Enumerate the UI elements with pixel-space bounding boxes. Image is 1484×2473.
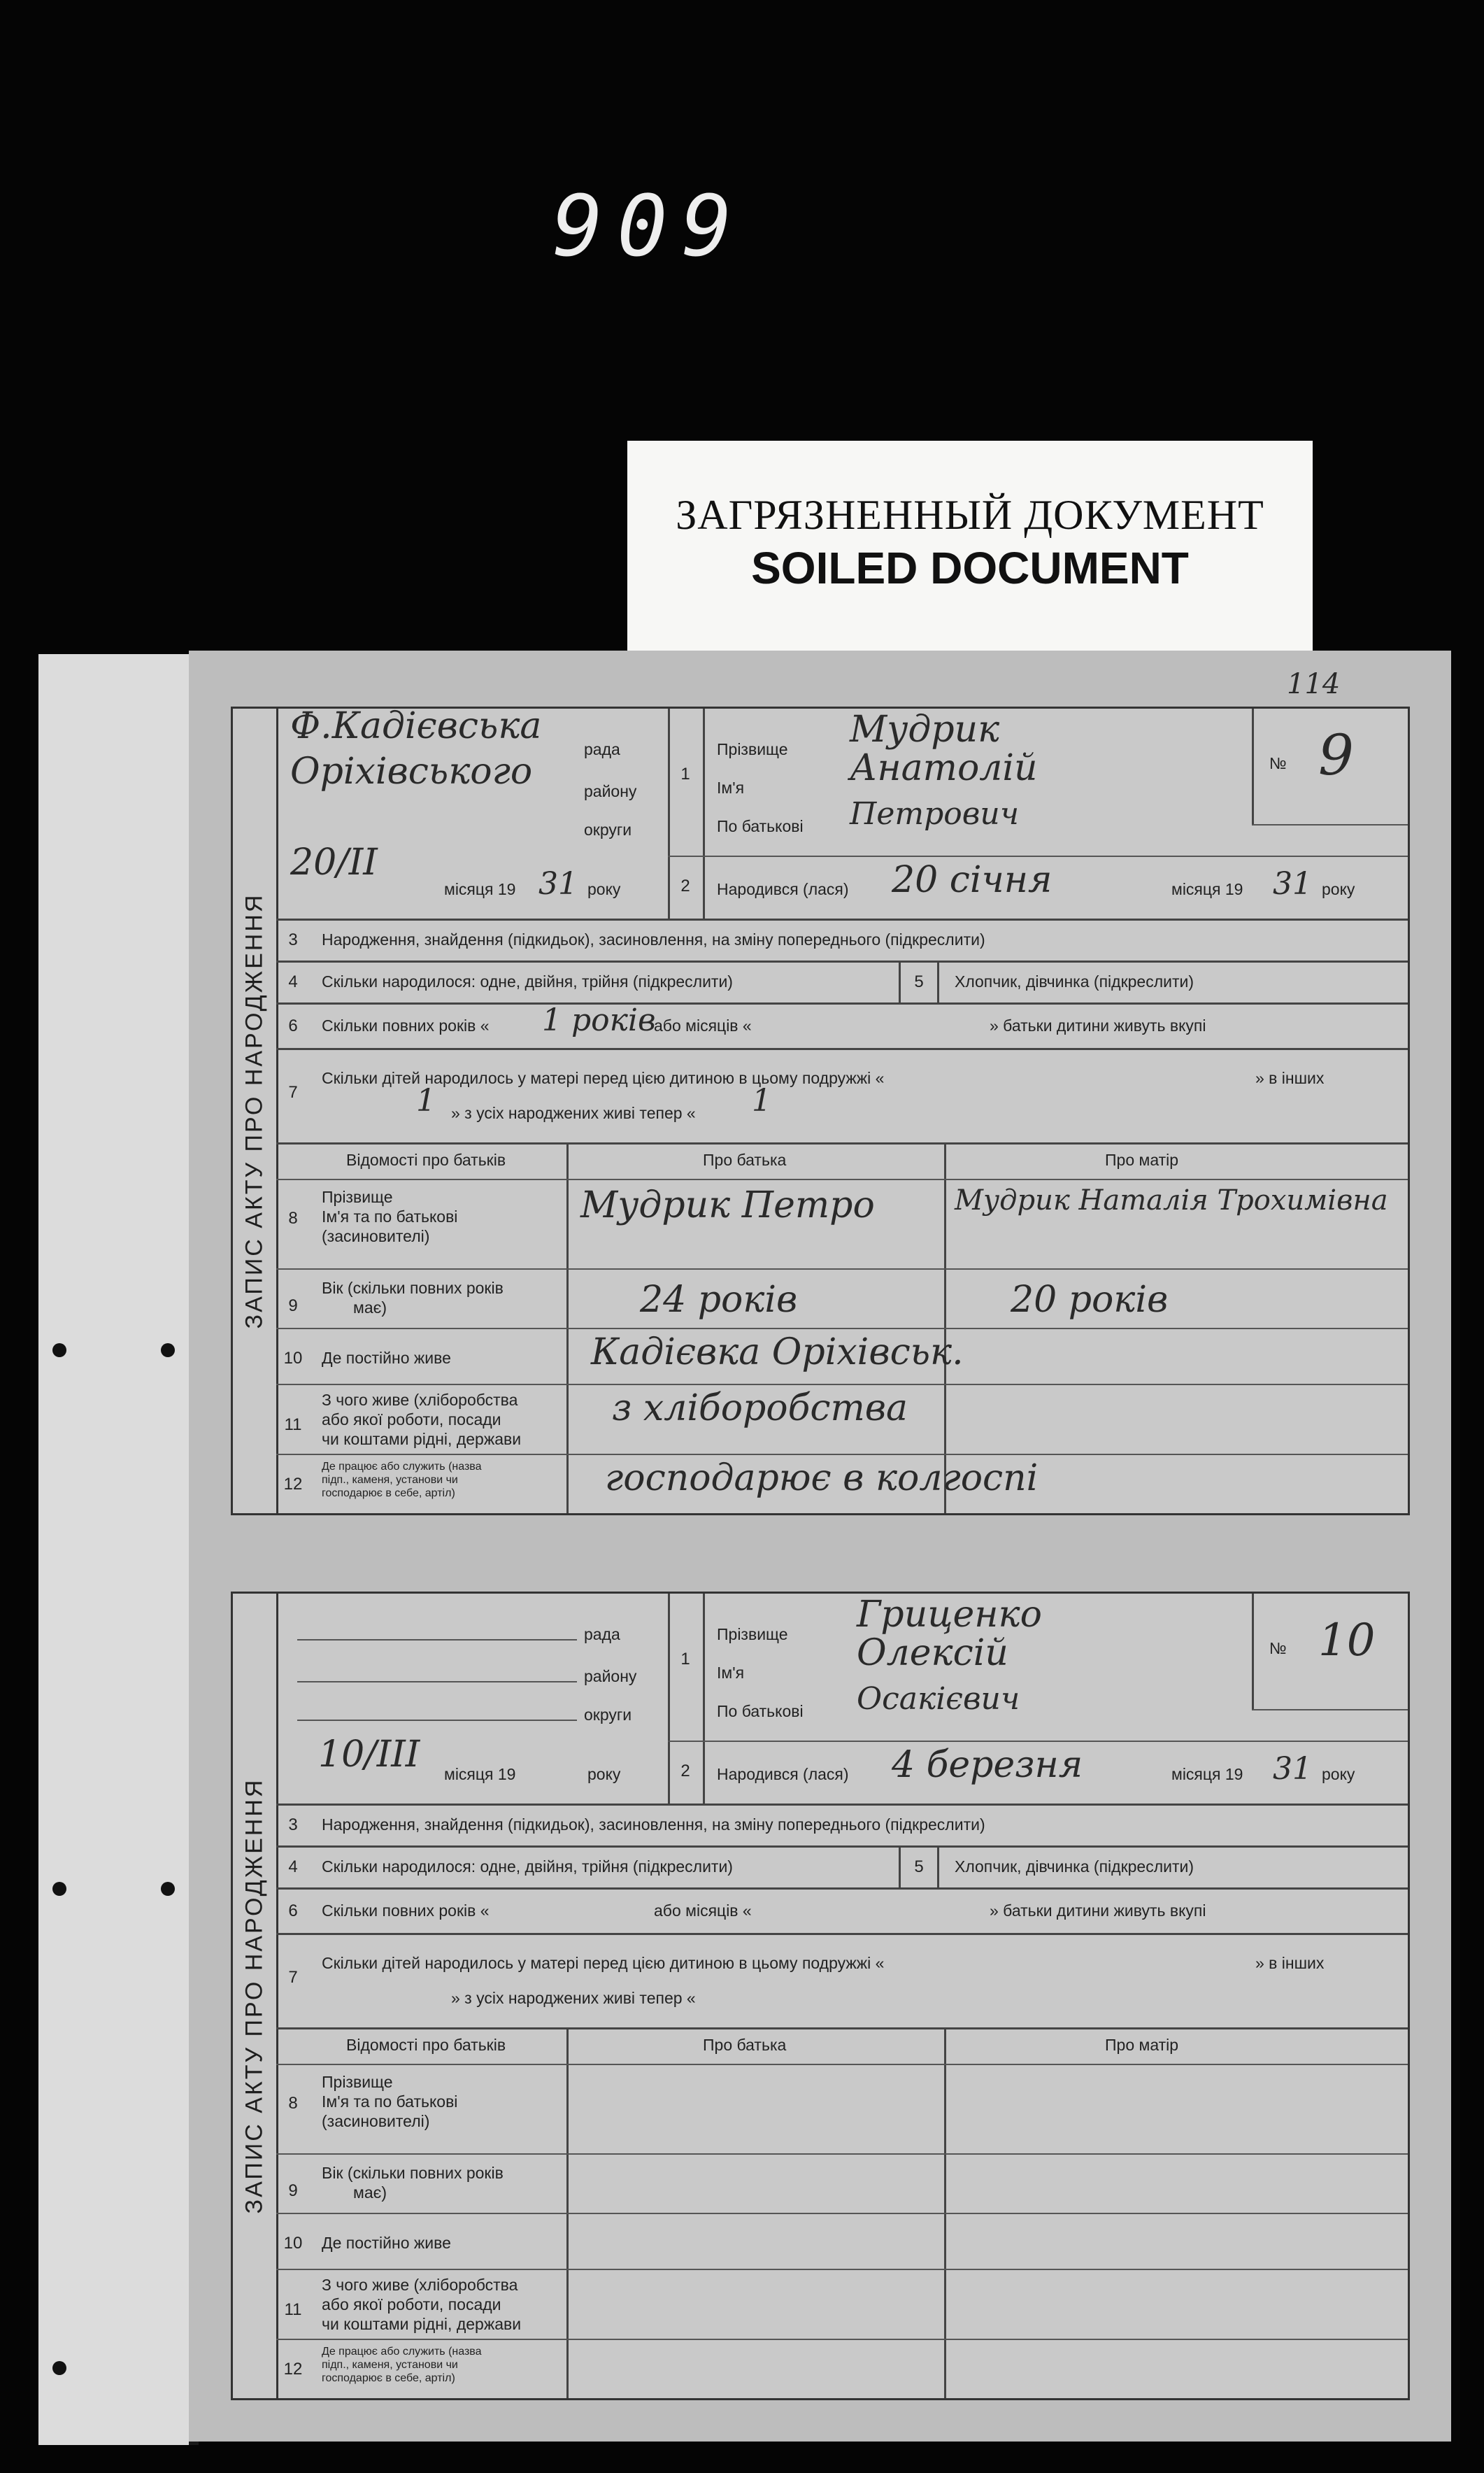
- child-name: Анатолій: [850, 747, 1038, 789]
- binder-hole: [52, 1343, 66, 1357]
- birth-date: 4 березня: [892, 1744, 1083, 1786]
- raion-label: району: [584, 782, 637, 800]
- row-7: 7 Скільки дітей народилось у матері перед цією дитиною в цьому подружжі « » в інших » з усіх народжених живі тепер «: [276, 1933, 1408, 2029]
- row-3: 3 Народження, знайдення (підкидьок), засиновлення, на зміну попереднього (підкреслити): [276, 919, 1408, 963]
- page-marker: 114: [1287, 668, 1341, 700]
- livelihood: з хліборобства: [612, 1387, 908, 1429]
- soiled-label-en: SOILED DOCUMENT: [751, 543, 1189, 593]
- father-age: 24 років: [640, 1279, 798, 1321]
- binder-hole: [161, 1882, 175, 1896]
- years-together: 1 років: [542, 1002, 656, 1038]
- binder-strip: [38, 654, 199, 2445]
- born-year-label: року: [1322, 880, 1355, 898]
- raion-value: Оріхівського: [290, 751, 533, 793]
- row-6: 6 Скільки повних років « або місяців « » батьки дитини живуть вкупі: [276, 1887, 1408, 1935]
- month-label: місяця 19: [444, 880, 516, 898]
- header-block: 1 2 Ф.Кадієвська рада Оріхівського району округи 20/II місяця 19 31 року Прізвище Мудрик Ім'я Анатолій По батькові Петрович № 9 Народився (лася) 20 січня місяця 19 31 року: [276, 709, 1408, 921]
- birth-date: 20 січня: [892, 859, 1053, 901]
- binder-hole: [52, 1882, 66, 1896]
- parents-table: Відомості про батьків Про батька Про матір 8 Прізвище Ім'я та по батькові (засиновителі) Мудрик Петро Мудрик Наталія Трохимівна 9 Вік (скільки повних років має) 24 років 20 років 10 Де постійно живе Кадієвка Оріхівськ. 11 З чого живе (хліборобства або якої роботи, посади чи коштами рідні, держави з хліборобства 12 Де працює або служить (назва підп., каменя, установи чи господарює в себе, артіл) господарює в колгоспі: [276, 1142, 1408, 1513]
- mother-age: 20 років: [1011, 1279, 1169, 1321]
- mother-name: Мудрик Наталія Трохимівна: [955, 1184, 1388, 1217]
- birth-year: 31: [1273, 1751, 1312, 1787]
- birth-year: 31: [1273, 866, 1312, 902]
- soiled-document-label: [627, 441, 1313, 651]
- birth-record-1: [231, 707, 1410, 1515]
- row-7: 7 Скільки дітей народилось у матері перед цією дитиною в цьому подружжі « » в інших 1 » з усіх народжених живі тепер « 1: [276, 1048, 1408, 1145]
- children-before: 1: [416, 1083, 436, 1119]
- row-4-5: 4 Скільки народилося: одне, двійня, трійня (підкреслити) 5 Хлопчик, дівчинка (підкреслити): [276, 1845, 1408, 1890]
- record-number: 10: [1318, 1615, 1376, 1666]
- record-number: 9: [1318, 723, 1354, 788]
- binder-hole: [161, 1343, 175, 1357]
- binder-hole: [52, 2361, 66, 2375]
- child-patronymic: Осакієвич: [857, 1681, 1020, 1717]
- register-page: [189, 651, 1451, 2442]
- surname-label: Прізвище: [717, 740, 788, 758]
- registration-date: 10/III: [318, 1734, 420, 1776]
- children-alive: 1: [752, 1083, 771, 1119]
- parents-table: Відомості про батьків Про батька Про матір 8 Прізвище Ім'я та по батькові (засиновителі) 9 Вік (скільки повних років має) 10 Де постійно живе 11 З чого живе (хліборобства або якої роботи, посади чи коштами рідні, держави 12 Де працює або служить (назва підп., каменя, установи чи господарює в себе, артіл): [276, 2027, 1408, 2398]
- row-6: 6 Скільки повних років « 1 років або місяців « » батьки дитини живуть вкупі: [276, 1002, 1408, 1050]
- child-surname: Мудрик: [850, 709, 1000, 751]
- row-3: 3 Народження, знайдення (підкидьок), засиновлення, на зміну попереднього (підкреслити): [276, 1804, 1408, 1848]
- record-side-title: ЗАПИС АКТУ ПРО НАРОДЖЕННЯ: [233, 709, 278, 1513]
- registration-date: 20/II: [290, 842, 378, 884]
- rada-label: рада: [584, 740, 620, 758]
- residence: Кадієвка Оріхівськ.: [591, 1331, 964, 1373]
- child-surname: Гриценко: [857, 1594, 1042, 1636]
- child-name: Олексій: [857, 1632, 1008, 1674]
- born-month-label: місяця 19: [1171, 880, 1243, 898]
- soiled-label-ru: ЗАГРЯЗНЕННЫЙ ДОКУМЕНТ: [676, 492, 1264, 538]
- rada-value: Ф.Кадієвська: [290, 705, 542, 747]
- father-name: Мудрик Петро: [580, 1184, 875, 1226]
- name-label: Ім'я: [717, 779, 745, 797]
- year-label: року: [587, 880, 621, 898]
- frame-number: 909: [552, 178, 746, 276]
- birth-record-2: [231, 1592, 1410, 2400]
- header-block: 1 2 рада району округи 10/III місяця 19 року Прізвище Гриценко Ім'я Олексій По батькові Осакієвич № 10 Народився (лася) 4 березня місяця 19 31 року: [276, 1594, 1408, 1806]
- record-side-title: ЗАПИС АКТУ ПРО НАРОДЖЕННЯ: [233, 1594, 278, 2398]
- number-label: №: [1269, 754, 1287, 772]
- row-4-5: 4 Скільки народилося: одне, двійня, трійня (підкреслити) 5 Хлопчик, дівчинка (підкреслити): [276, 961, 1408, 1005]
- born-label: Народився (лася): [717, 880, 849, 898]
- registration-year: 31: [538, 866, 578, 902]
- workplace: господарює в колгоспі: [605, 1457, 1039, 1499]
- patronymic-label: По батькові: [717, 817, 804, 835]
- okrug-label: округи: [584, 821, 632, 839]
- child-patronymic: Петрович: [850, 796, 1020, 832]
